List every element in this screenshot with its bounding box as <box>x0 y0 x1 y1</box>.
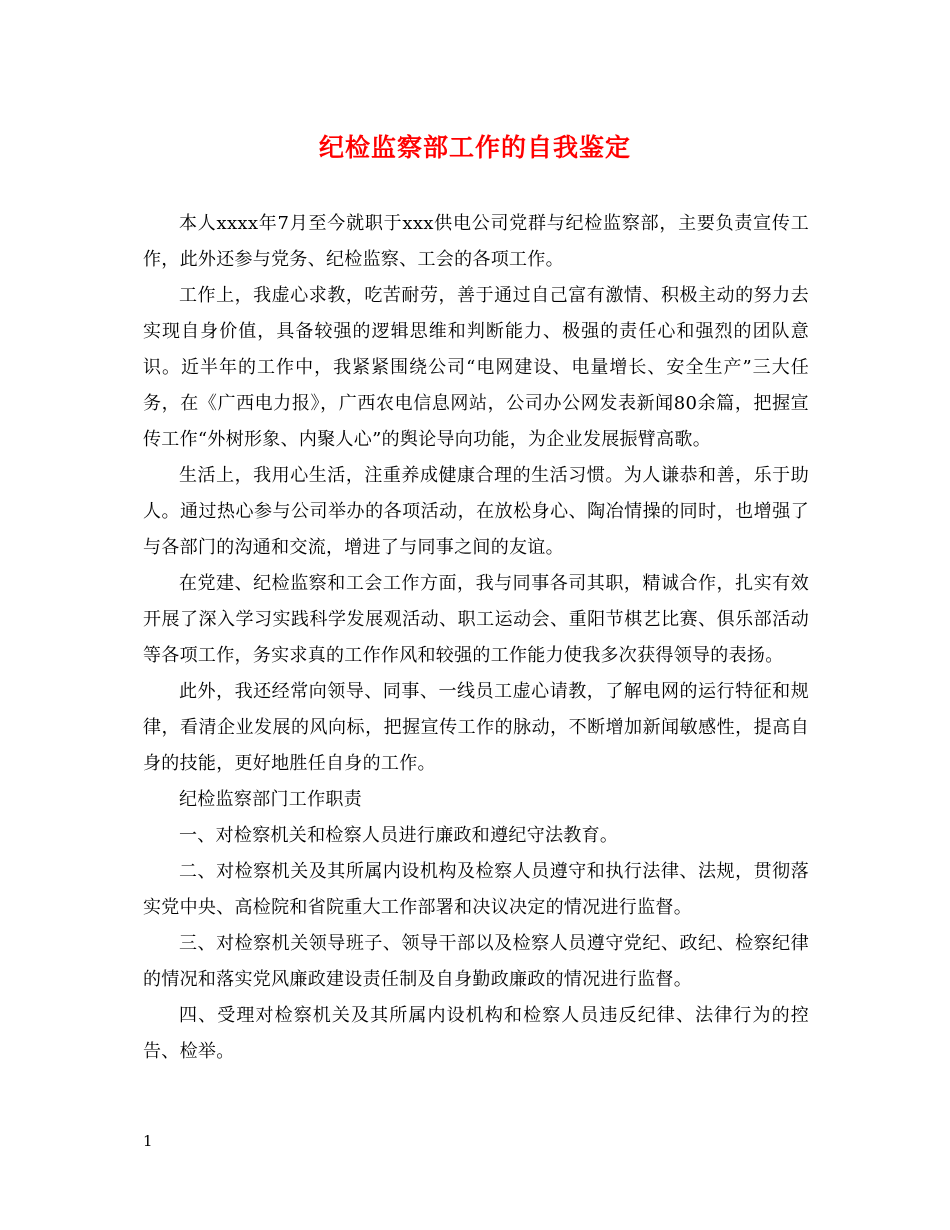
paragraph: 生活上，我用心生活，注重养成健康合理的生活习惯。为人谦恭和善，乐于助人。通过热心参与公司举办的各项活动，在放松身心、陶冶情操的同时，也增强了与各部门的沟通和交流，增进了与同事之间的友谊。 <box>143 465 809 558</box>
paragraph: 本人xxxx年7月至今就职于xxx供电公司党群与纪检监察部，主要负责宣传工作，此外还参与党务、纪检监察、工会的各项工作。 <box>143 213 809 270</box>
section-heading: 纪检监察部门工作职责 <box>179 789 362 810</box>
duty-item: 二、对检察机关及其所属内设机构及检察人员遵守和执行法律、法规，贯彻落实党中央、高检院和省院重大工作部署和决议决定的情况进行监督。 <box>143 861 809 918</box>
paragraph: 在党建、纪检监察和工会工作方面，我与同事各司其职，精诚合作，扎实有效开展了深入学习实践科学发展观活动、职工运动会、重阳节棋艺比赛、俱乐部活动等各项工作，务实求真的工作作风和较强的工作能力使我多次获得领导的表扬。 <box>143 573 809 666</box>
page-number: 1 <box>143 1132 153 1150</box>
paragraph: 此外，我还经常向领导、同事、一线员工虚心请教，了解电网的运行特征和规律，看清企业发展的风向标，把握宣传工作的脉动，不断增加新闻敏感性，提高自身的技能，更好地胜任自身的工作。 <box>143 681 809 774</box>
duty-item: 三、对检察机关领导班子、领导干部以及检察人员遵守党纪、政纪、检察纪律的情况和落实党风廉政建设责任制及自身勤政廉政的情况进行监督。 <box>143 933 809 990</box>
duty-item: 一、对检察机关和检察人员进行廉政和遵纪守法教育。 <box>179 825 619 846</box>
document-title: 纪检监察部工作的自我鉴定 <box>318 133 631 162</box>
duty-item: 四、受理对检察机关及其所属内设机构和检察人员违反纪律、法律行为的控告、检举。 <box>143 1005 809 1062</box>
document-body <box>143 206 809 1070</box>
paragraph: 工作上，我虚心求教，吃苦耐劳，善于通过自己富有激情、积极主动的努力去实现自身价值，具备较强的逻辑思维和判断能力、极强的责任心和强烈的团队意识。近半年的工作中，我紧紧围绕公司“电网建设、电量增长、安全生产”三大任务，在《广西电力报》，广西农电信息网站，公司办公网发表新闻80余篇，把握宣传工作“外树形象、内聚人心”的舆论导向功能，为企业发展振臂高歌。 <box>143 285 809 450</box>
